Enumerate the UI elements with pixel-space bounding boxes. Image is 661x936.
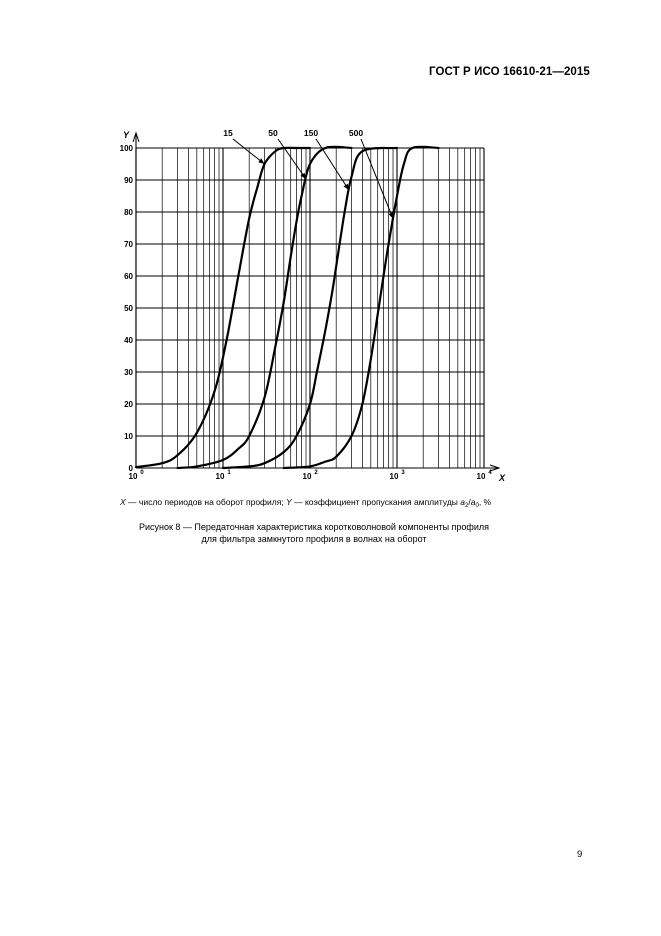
caption-line-1: Рисунок 8 — Передаточная характеристика коротковолновой компоненты профиля (138, 522, 489, 532)
x-tick-exponent: 2 (314, 470, 318, 476)
curve-leader-500 (361, 139, 393, 219)
x-tick-label: 10 (389, 472, 399, 481)
curve-label-150: 150 (303, 128, 319, 138)
y-tick-label: 60 (124, 272, 133, 281)
x-tick-exponent: 0 (140, 470, 144, 476)
legend-y-symbol: Y (286, 497, 292, 507)
curve-arrowhead-150 (344, 184, 349, 190)
x-tick-label: 10 (302, 472, 312, 481)
y-tick-label: 20 (124, 400, 133, 409)
x-tick-label: 10 (128, 472, 138, 481)
curve-label-500: 500 (348, 128, 364, 138)
curve-arrowhead-500 (388, 212, 393, 218)
y-tick-label: 100 (119, 144, 133, 153)
document-header: ГОСТ Р ИСО 16610-21—2015 (429, 66, 590, 78)
figure-caption (118, 521, 510, 545)
y-tick-label: 10 (124, 432, 133, 441)
y-tick-label: 0 (128, 464, 133, 473)
page-number: 9 (577, 849, 583, 860)
x-tick-label: 10 (215, 472, 225, 481)
x-tick-exponent: 1 (227, 470, 231, 476)
series-line-500 (284, 147, 439, 468)
annotations (223, 128, 393, 219)
legend-ratio-a: a (460, 497, 466, 507)
y-tick-label: 30 (124, 368, 133, 377)
legend-ratio-unit: , % (478, 497, 492, 507)
y-tick-label: 90 (124, 176, 133, 185)
x-tick-exponent: 3 (401, 470, 405, 476)
y-tick-label: 80 (124, 208, 133, 217)
legend-ratio-a2: a (470, 497, 476, 507)
curve-label-15: 15 (223, 128, 233, 138)
legend-x-text: — число периодов на оборот профиля; (125, 497, 287, 507)
x-tick-label: 10 (476, 472, 486, 481)
legend-x-symbol: X (120, 497, 126, 507)
legend-ratio-slash: / (468, 497, 471, 507)
y-axis-label: Y (122, 130, 130, 140)
axis-legend (120, 497, 491, 509)
x-tick-exponent: 4 (488, 470, 492, 476)
curve-label-50: 50 (268, 128, 278, 138)
y-tick-label: 40 (124, 336, 133, 345)
legend-y-text: — коэффициент пропускания амплитуды (291, 497, 461, 507)
caption-line-2: для фильтра замкнутого профиля в волнах на оборот (201, 534, 427, 544)
y-tick-label: 70 (124, 240, 133, 249)
curve-leader-15 (233, 139, 265, 164)
grid (136, 148, 484, 468)
legend-ratio-sub2: 0 (475, 503, 479, 509)
legend-ratio-sub1: 2 (465, 503, 469, 509)
y-tick-label: 50 (124, 304, 133, 313)
x-axis-label: X (498, 473, 506, 483)
